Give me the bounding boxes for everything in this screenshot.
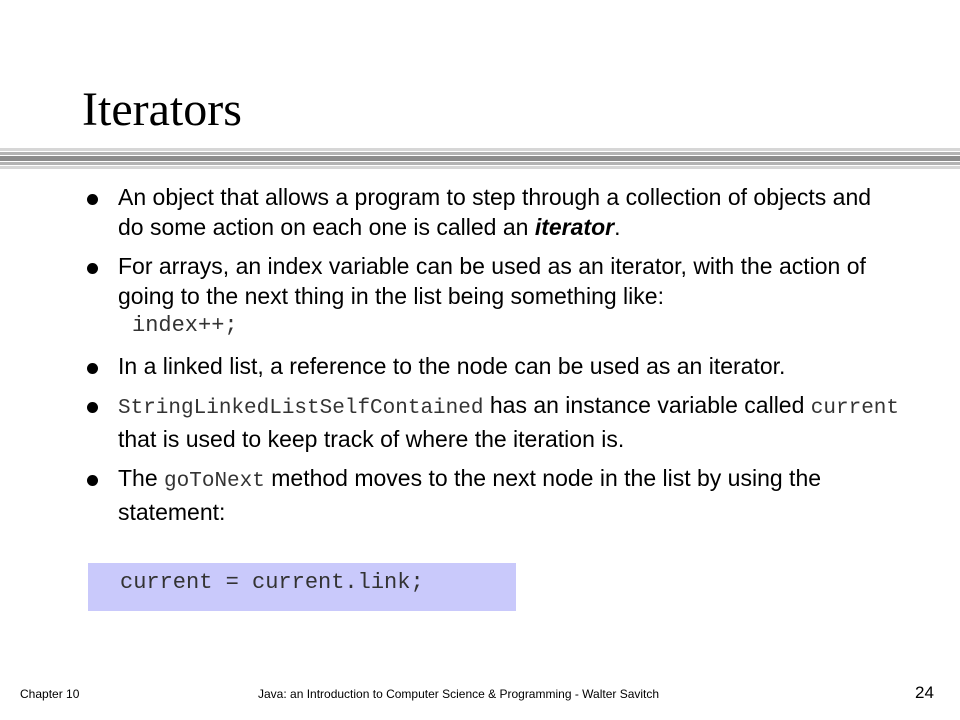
bullet-dot-icon: [87, 402, 98, 413]
bullet-text: that is used to keep track of where the iteration is.: [118, 426, 625, 452]
footer-book-title: Java: an Introduction to Computer Science & Programming - Walter Savitch: [258, 687, 660, 701]
bullet-text: An object that allows a program to step through a collection of objects and do some action on each one is called an: [118, 184, 872, 240]
iterator-term: iterator: [534, 214, 615, 240]
code-class-name: StringLinkedListSelfContained: [118, 397, 484, 420]
bullet-current-variable: [82, 390, 902, 454]
bullet-text: The: [118, 465, 165, 491]
code-statement: current = current.link;: [120, 570, 424, 595]
bullet-text: In a linked list, a reference to the node can be used as an iterator.: [118, 353, 786, 379]
bullet-dot-icon: [87, 263, 98, 274]
bullet-linked-list: [82, 351, 902, 381]
page-number: 24: [915, 683, 934, 702]
bullet-list: [82, 182, 902, 536]
bullet-gotonext: [82, 463, 902, 527]
slide-title: Iterators: [82, 83, 242, 136]
bullet-dot-icon: [87, 475, 98, 486]
code-method-gotonext: goToNext: [164, 470, 265, 493]
code-index-increment: index++;: [132, 313, 238, 338]
bullet-dot-icon: [87, 194, 98, 205]
bullet-text: .: [614, 214, 621, 240]
bullet-dot-icon: [87, 363, 98, 374]
bullet-text: method moves to the next node in the list by using the statement:: [118, 465, 822, 525]
bullet-text: For arrays, an index variable can be used as an iterator, with the action of going to the next thing in the list being something like:: [118, 253, 866, 309]
bullet-iterator-definition: [82, 182, 902, 242]
bullet-arrays: [82, 251, 902, 311]
title-divider: [0, 148, 960, 170]
code-highlight-box: [88, 563, 516, 611]
code-variable-current: current: [810, 397, 899, 420]
bullet-text: has an instance variable called: [483, 392, 811, 418]
footer-chapter: Chapter 10: [20, 687, 80, 701]
